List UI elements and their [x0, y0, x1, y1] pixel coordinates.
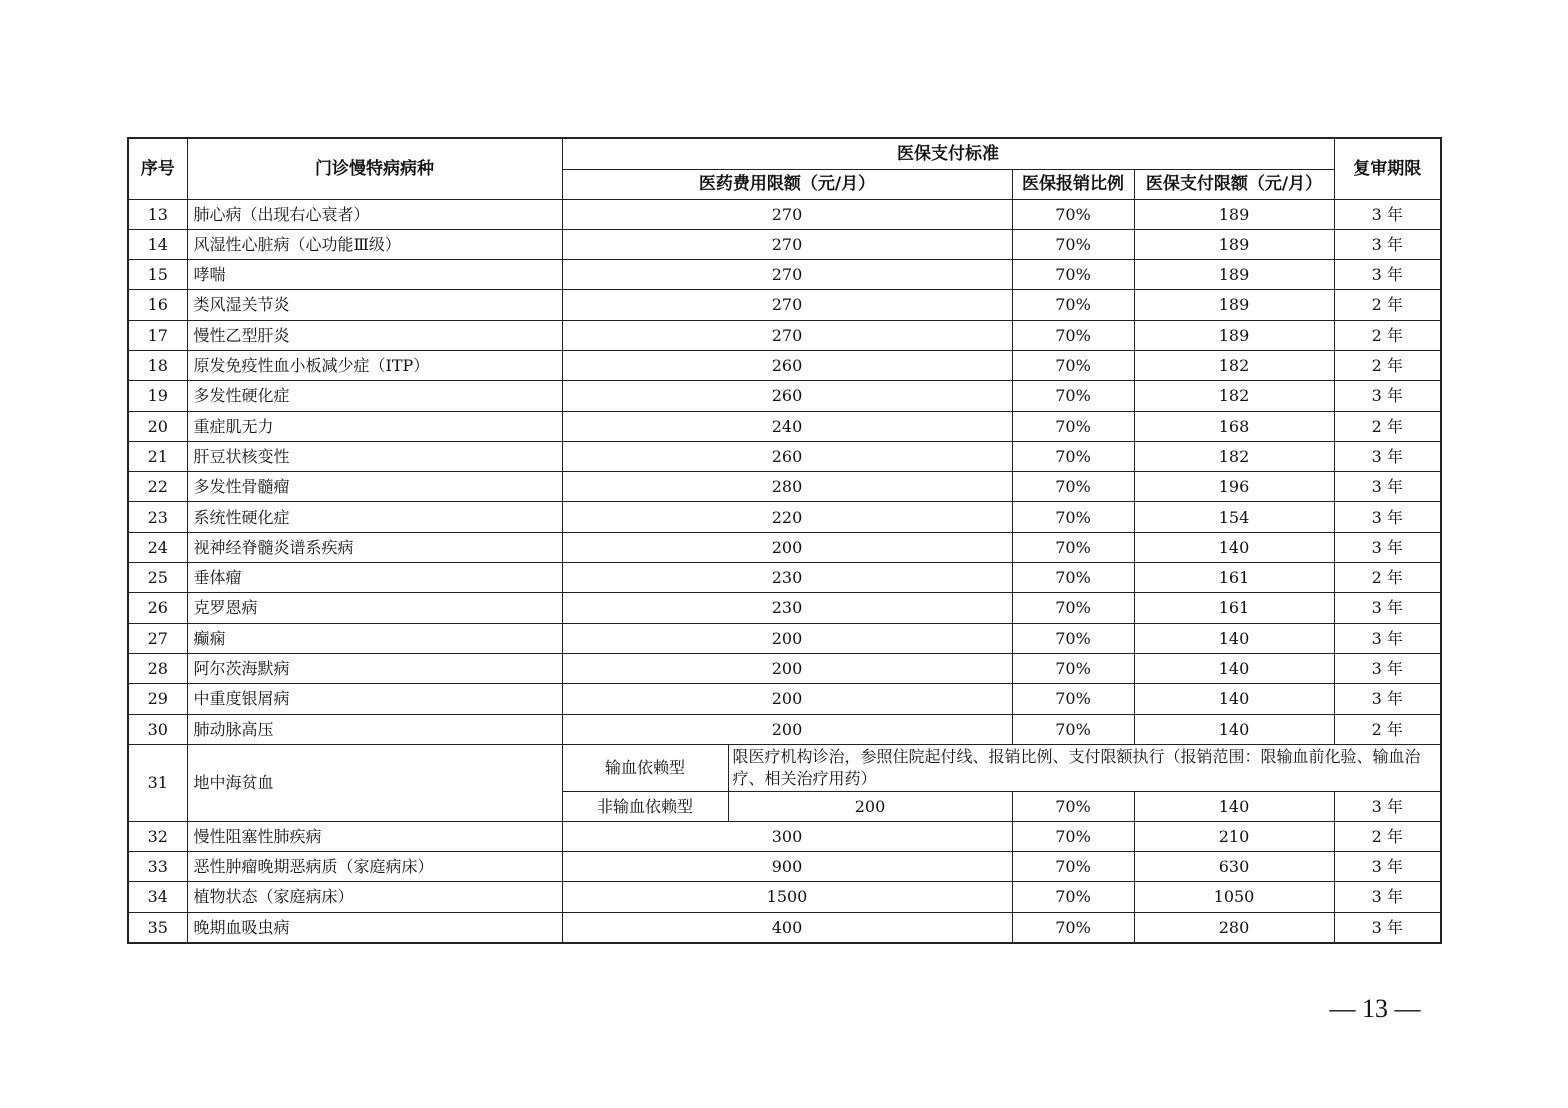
row-disease-name: 肺动脉高压 [187, 714, 562, 744]
row-disease-name: 重症肌无力 [187, 411, 562, 441]
header-disease: 门诊慢特病病种 [187, 138, 562, 199]
row-pay-limit: 189 [1134, 320, 1334, 350]
row-cost-limit: 260 [562, 441, 1012, 471]
row-review-period: 3 年 [1334, 381, 1441, 411]
subtype-transfusion-note: 限医疗机构诊治，参照住院起付线、报销比例、支付限额执行（报销范围：限输血前化验、输血治疗、相关治疗用药） [728, 744, 1441, 791]
row-disease-name: 视神经脊髓炎谱系疾病 [187, 532, 562, 562]
row-pay-limit: 140 [1134, 684, 1334, 714]
row-disease-name: 恶性肿瘤晚期恶病质（家庭病床） [187, 852, 562, 882]
row-pay-limit: 161 [1134, 563, 1334, 593]
row-cost-limit: 200 [562, 623, 1012, 653]
row-review-period: 3 年 [1334, 441, 1441, 471]
row-cost-limit: 1500 [562, 882, 1012, 912]
row-disease-name: 中重度银屑病 [187, 684, 562, 714]
row-pay-limit: 630 [1134, 852, 1334, 882]
table-row [128, 912, 1441, 942]
row-ratio: 70% [1012, 472, 1134, 502]
row-cost-limit: 400 [562, 912, 1012, 942]
row-seq: 32 [128, 821, 187, 851]
row-cost-limit: 270 [562, 320, 1012, 350]
table-row [128, 744, 1441, 791]
row-review-period: 3 年 [1334, 502, 1441, 532]
row-review-period: 2 年 [1334, 320, 1441, 350]
row-cost-limit: 220 [562, 502, 1012, 532]
row-disease-name: 多发性骨髓瘤 [187, 472, 562, 502]
header-seq: 序号 [128, 138, 187, 199]
row-disease-name: 地中海贫血 [187, 744, 562, 821]
row-ratio: 70% [1012, 684, 1134, 714]
table-row [128, 441, 1441, 471]
row-ratio: 70% [1012, 381, 1134, 411]
table-row [128, 684, 1441, 714]
table-row [128, 653, 1441, 683]
row-review-period: 3 年 [1334, 229, 1441, 259]
row-pay-limit: 161 [1134, 593, 1334, 623]
row-disease-name: 肝豆状核变性 [187, 441, 562, 471]
row-seq: 29 [128, 684, 187, 714]
row-cost-limit: 900 [562, 852, 1012, 882]
row-pay-limit: 140 [1134, 623, 1334, 653]
row-pay-limit: 189 [1134, 260, 1334, 290]
row-ratio: 70% [1012, 411, 1134, 441]
row-review-period: 3 年 [1334, 882, 1441, 912]
table-row [128, 411, 1441, 441]
row-seq: 15 [128, 260, 187, 290]
subtype-transfusion-dependent: 输血依赖型 [562, 744, 728, 791]
row-cost-limit: 260 [562, 350, 1012, 380]
row-ratio: 70% [1012, 791, 1134, 821]
row-cost-limit: 200 [562, 684, 1012, 714]
row-seq: 19 [128, 381, 187, 411]
row-review-period: 2 年 [1334, 411, 1441, 441]
row-review-period: 3 年 [1334, 912, 1441, 942]
row-cost-limit: 200 [562, 653, 1012, 683]
row-review-period: 3 年 [1334, 532, 1441, 562]
row-seq: 26 [128, 593, 187, 623]
row-cost-limit: 200 [728, 791, 1012, 821]
row-ratio: 70% [1012, 502, 1134, 532]
row-review-period: 3 年 [1334, 199, 1441, 229]
row-pay-limit: 189 [1134, 229, 1334, 259]
row-review-period: 3 年 [1334, 472, 1441, 502]
table-row [128, 260, 1441, 290]
row-review-period: 3 年 [1334, 260, 1441, 290]
row-ratio: 70% [1012, 912, 1134, 942]
table-row [128, 882, 1441, 912]
table-row [128, 350, 1441, 380]
row-cost-limit: 270 [562, 229, 1012, 259]
table-row [128, 502, 1441, 532]
row-pay-limit: 182 [1134, 350, 1334, 380]
table-row [128, 593, 1441, 623]
row-review-period: 2 年 [1334, 714, 1441, 744]
row-pay-limit: 140 [1134, 791, 1334, 821]
row-pay-limit: 140 [1134, 714, 1334, 744]
row-pay-limit: 140 [1134, 653, 1334, 683]
row-disease-name: 系统性硬化症 [187, 502, 562, 532]
row-ratio: 70% [1012, 350, 1134, 380]
table-row [128, 821, 1441, 851]
row-seq: 34 [128, 882, 187, 912]
row-ratio: 70% [1012, 882, 1134, 912]
page-number: — 13 — [1329, 994, 1421, 1023]
row-pay-limit: 154 [1134, 502, 1334, 532]
row-ratio: 70% [1012, 441, 1134, 471]
row-seq: 17 [128, 320, 187, 350]
row-seq: 31 [128, 744, 187, 821]
row-seq: 13 [128, 199, 187, 229]
row-ratio: 70% [1012, 260, 1134, 290]
row-pay-limit: 182 [1134, 441, 1334, 471]
row-seq: 16 [128, 290, 187, 320]
row-ratio: 70% [1012, 199, 1134, 229]
row-cost-limit: 200 [562, 714, 1012, 744]
row-ratio: 70% [1012, 290, 1134, 320]
row-review-period: 2 年 [1334, 563, 1441, 593]
row-cost-limit: 270 [562, 290, 1012, 320]
row-disease-name: 原发免疫性血小板减少症（ITP） [187, 350, 562, 380]
row-review-period: 3 年 [1334, 593, 1441, 623]
header-ratio: 医保报销比例 [1012, 169, 1134, 199]
row-ratio: 70% [1012, 623, 1134, 653]
table-row [128, 623, 1441, 653]
row-ratio: 70% [1012, 821, 1134, 851]
row-seq: 23 [128, 502, 187, 532]
row-ratio: 70% [1012, 714, 1134, 744]
row-disease-name: 植物状态（家庭病床） [187, 882, 562, 912]
row-pay-limit: 189 [1134, 290, 1334, 320]
row-disease-name: 多发性硬化症 [187, 381, 562, 411]
row-seq: 33 [128, 852, 187, 882]
table-row [128, 290, 1441, 320]
row-disease-name: 晚期血吸虫病 [187, 912, 562, 942]
row-review-period: 3 年 [1334, 623, 1441, 653]
table-row [128, 320, 1441, 350]
header-payment-standard: 医保支付标准 [562, 138, 1334, 169]
reimbursement-table [127, 137, 1442, 944]
row-pay-limit: 196 [1134, 472, 1334, 502]
row-cost-limit: 240 [562, 411, 1012, 441]
table-row [128, 714, 1441, 744]
row-disease-name: 克罗恩病 [187, 593, 562, 623]
row-disease-name: 慢性阻塞性肺疾病 [187, 821, 562, 851]
subtype-non-transfusion-dependent: 非输血依赖型 [562, 791, 728, 821]
row-ratio: 70% [1012, 320, 1134, 350]
row-review-period: 2 年 [1334, 290, 1441, 320]
row-review-period: 2 年 [1334, 350, 1441, 380]
table-row [128, 532, 1441, 562]
row-review-period: 3 年 [1334, 791, 1441, 821]
row-pay-limit: 189 [1134, 199, 1334, 229]
row-seq: 21 [128, 441, 187, 471]
row-review-period: 3 年 [1334, 653, 1441, 683]
row-pay-limit: 168 [1134, 411, 1334, 441]
row-seq: 24 [128, 532, 187, 562]
row-ratio: 70% [1012, 852, 1134, 882]
table-row [128, 229, 1441, 259]
row-disease-name: 慢性乙型肝炎 [187, 320, 562, 350]
row-disease-name: 阿尔茨海默病 [187, 653, 562, 683]
row-cost-limit: 300 [562, 821, 1012, 851]
row-seq: 30 [128, 714, 187, 744]
row-cost-limit: 260 [562, 381, 1012, 411]
row-pay-limit: 280 [1134, 912, 1334, 942]
row-seq: 20 [128, 411, 187, 441]
table-row [128, 563, 1441, 593]
row-cost-limit: 200 [562, 532, 1012, 562]
row-disease-name: 垂体瘤 [187, 563, 562, 593]
row-ratio: 70% [1012, 593, 1134, 623]
row-pay-limit: 182 [1134, 381, 1334, 411]
header-pay-limit: 医保支付限额（元/月） [1134, 169, 1334, 199]
row-pay-limit: 1050 [1134, 882, 1334, 912]
row-cost-limit: 270 [562, 199, 1012, 229]
header-cost-limit: 医药费用限额（元/月） [562, 169, 1012, 199]
row-ratio: 70% [1012, 532, 1134, 562]
row-review-period: 2 年 [1334, 821, 1441, 851]
row-review-period: 3 年 [1334, 852, 1441, 882]
row-disease-name: 风湿性心脏病（心功能Ⅲ级） [187, 229, 562, 259]
row-pay-limit: 210 [1134, 821, 1334, 851]
row-seq: 22 [128, 472, 187, 502]
table-row [128, 472, 1441, 502]
row-seq: 28 [128, 653, 187, 683]
row-ratio: 70% [1012, 229, 1134, 259]
row-ratio: 70% [1012, 563, 1134, 593]
row-seq: 25 [128, 563, 187, 593]
row-review-period: 3 年 [1334, 684, 1441, 714]
row-cost-limit: 230 [562, 593, 1012, 623]
row-pay-limit: 140 [1134, 532, 1334, 562]
row-seq: 27 [128, 623, 187, 653]
row-cost-limit: 230 [562, 563, 1012, 593]
row-ratio: 70% [1012, 653, 1134, 683]
row-disease-name: 哮喘 [187, 260, 562, 290]
row-cost-limit: 280 [562, 472, 1012, 502]
row-disease-name: 肺心病（出现右心衰者） [187, 199, 562, 229]
header-review-period: 复审期限 [1334, 138, 1441, 199]
table-row [128, 381, 1441, 411]
row-disease-name: 类风湿关节炎 [187, 290, 562, 320]
row-seq: 18 [128, 350, 187, 380]
row-seq: 35 [128, 912, 187, 942]
table-row [128, 199, 1441, 229]
row-disease-name: 癫痫 [187, 623, 562, 653]
header-row-1 [128, 138, 1441, 169]
table-row [128, 852, 1441, 882]
row-cost-limit: 270 [562, 260, 1012, 290]
row-seq: 14 [128, 229, 187, 259]
